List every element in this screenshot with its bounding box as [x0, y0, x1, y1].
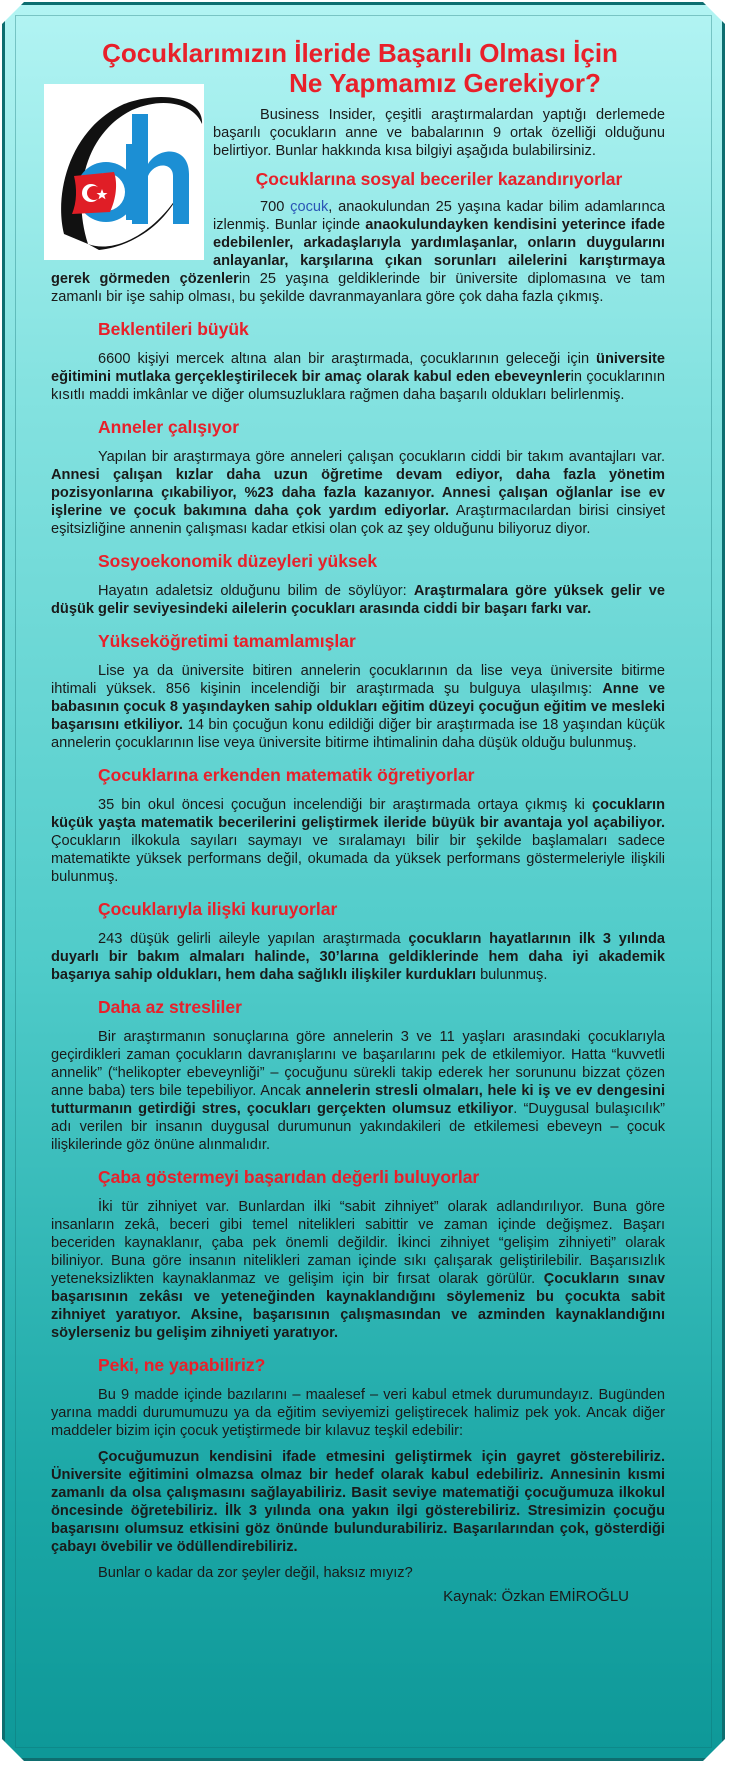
section-heading: Beklentileri büyük — [98, 319, 249, 339]
section-heading: Peki, ne yapabiliriz? — [98, 1355, 266, 1375]
section-heading: Çocuklarına erkenden matematik öğretiyorlar — [98, 765, 475, 785]
closing-question: Bunlar o kadar da zor şeyler değil, haksız mıyız? — [98, 1565, 413, 1581]
section-heading: Çocuklarına sosyal beceriler kazandırıyorlar — [255, 169, 623, 189]
article-body — [51, 106, 665, 1606]
title-line-2: Ne Yapmamız Gerekiyor? — [289, 68, 601, 98]
section-paragraph: Bir araştırmanın sonuçlarına göre annelerin 3 ve 11 yaşları arasındaki çocuklarıyla geçirdikleri zaman çocukların davranışlarını ve başarılarını pek de etkilemiyor. Hatta “kuvvetli annelik” (“helikopter ebeveynliği” – çocuğunu sürekli takip ederek her sorununu bizzat çözen anne baba) ters bile tepebiliyor. Ancak annelerin stresli olmaları, hele ki iş ve ev dengesini tutturmanın getirdiği stres, çocukları gerçekten olumsuz etkiliyor. “Duygusal bulaşıcılık” adı verilen bir insanın duygusal durumunun yakındakileri de etkilemesi ebeveyn – çocuk ilişkilerinde göz önüne alınmalıdır. — [51, 1029, 665, 1153]
section-heading: Yükseköğretimi tamamlamışlar — [98, 631, 356, 651]
source-credit: Kaynak: Özkan EMİROĞLU — [443, 1588, 629, 1605]
section-paragraph: İki tür zihniyet var. Bunlardan ilki “sabit zihniyet” olarak adlandırılıyor. Buna göre insanların zekâ, beceri gibi temel nitelikleri sabittir ve zaman içinde değişmez. Başarı beceriden kaynaklanır, çaba pek önemli değildir. İkinci zihniyet “gelişim zihniyeti” olarak biliniyor. Buna göre insanın nitelikleri zaman içinde sıkı çalışarak geliştirilebilir. Başarısızlık yeteneksizlikten kaynaklanmaz ve gelişim için bir fırsat olarak görülür. Çocukların sınav başarısının zekâsı ve yeteneğinden kaynaklandığını söylemeniz bu çocukta sabit zihniyet yaratıyor. Aksine, başarısının çalışmasından ve azminden kaynaklandığını söylerseniz bu gelişim zihniyeti yaratıyor. — [51, 1199, 665, 1341]
logo-spacer — [51, 106, 213, 254]
section-heading: Daha az stresliler — [98, 997, 242, 1017]
section-paragraph: 6600 kişiyi mercek altına alan bir araştırmada, çocuklarının geleceği için üniversite eğitimini mutlaka gerçekleştirilecek bir amaç olarak kabul eden ebeveynlerin çocuklarının kısıtlı maddi imkânlar ve diğer olumsuzluklara rağmen daha başarılı oldukları belirlenmiş. — [51, 351, 666, 403]
section-heading: Sosyoekonomik düzeyleri yüksek — [98, 551, 378, 571]
section-heading: Çocuklarıyla ilişki kuruyorlar — [98, 899, 338, 919]
section-paragraph: Yapılan bir araştırmaya göre anneleri çalışan çocukların ciddi bir takım avantajları var. Annesi çalışan kızlar daha uzun öğretime devam ediyor, daha fazla yönetim pozisyonlarına çıkabiliyor, %23 daha fazla kazanıyor. Annesi çalışan oğlanlar ise ev işlerine ve çocuk bakımına daha çok yardım ediyorlar. Araştırmacılardan birisi cinsiyet eşitsizliğine annenin çalışması kadar etkisi olan çok az şey olduğunu biliyoruz diyor. — [51, 449, 665, 537]
intro-paragraph: Business Insider, çeşitli araştırmalardan yaptığı derlemede başarılı çocukların anne ve babalarının 9 ortak özelliği olduğunu belirtiyor. Bunlar hakkında kısa bilgiyi aşağıda bulabilirsiniz. — [213, 107, 665, 159]
section-paragraph: 700 çocuk, anaokulundan 25 yaşına kadar bilim adamlarınca izlenmiş. Bunlar içinde anaokulundayken kendisini yeterince ifade edebilenler, arkadaşlarıyla yardımlaşanlar, onların duygularını anlayanlar, karşılarına çıkan sorunları ailelerini karıştırmaya gerek görmeden çözenlerin 25 yaşına geldiklerinde bir üniversite diplomasına ve tam zamanlı bir işe sahip olması, bu şekilde davranmayanlara göre çok daha fazla çıkmış. — [51, 199, 666, 305]
section-paragraph: Lise ya da üniversite bitiren annelerin çocuklarının da lise veya üniversite bitirme ihtimali yüksek. 856 kişinin incelendiği bir araştırmada şu bulguya ulaşılmış: Anne ve babasının çocuk 8 yaşındayken sahip oldukları eğitim düzeyi çocuğun eğitim ve mesleki başarısını etkiliyor. 14 bin çocuğun konu edildiği diğer bir araştırmada ise 18 yaşından küçük annelerin çocuklarının lise veya üniversite bitirme ihtimalinin daha düşük olduğu bulunmuş. — [51, 663, 665, 751]
title-line-1: Çocuklarımızın İleride Başarılı Olması İçin — [102, 38, 618, 68]
section-paragraph-bold: Çocuğumuzun kendisini ifade etmesini geliştirmek için gayret gösterebiliriz. Üniversite eğitimini olmazsa olmaz bir hedef olarak kabul edebiliriz. Annesinin kısmi zamanlı da olsa çalışmasını sağlayabiliriz. Basit seviye matematiği çocuğumuza ilkokul öncesinde öğretebiliriz. İlk 3 yılında ona yakın ilgi gösterebiliriz. Stresimizin çocuğu başarısını olumsuz etkisini göz önünde bulundurabiliriz. Başarılarından çok, gösterdiği çabayı övebilir ve ödüllendirebiliriz. — [51, 1449, 665, 1555]
section-heading: Anneler çalışıyor — [98, 417, 240, 437]
section-paragraph: 243 düşük gelirli aileyle yapılan araştırmada çocukların hayatlarının ilk 3 yılında duyarlı bir bakım almaları halinde, 30’larına geldiklerinde hem daha iyi akademik başarıya sahip oldukları, hem daha sağlıklı ilişkiler kurdukları bulunmuş. — [51, 931, 665, 983]
section-paragraph: Bu 9 madde içinde bazılarını – maalesef – veri kabul etmek durumundayız. Bugünden yarına maddi durumumuzu ya da eğitim seviyemizi geliştirecek halimiz pek yok. Ancak diğer maddeler bizim için çocuk yetiştirmede bir kılavuz teşkil edebilir: — [51, 1387, 665, 1439]
section-paragraph: 35 bin okul öncesi çocuğun incelendiği bir araştırmada ortaya çıkmış ki çocukların küçük yaşta matematik becerilerini geliştirmek ileride büyük bir avantaja yol açabiliyor. Çocukların ilkokula sayıları saymayı ve sıralamayı bilir bir şekilde başlamaları sadece matematikte yüksek performans değil, okumada da yüksek performans göstermeleriyle ilişkili bulunmuş. — [51, 797, 665, 885]
section-heading: Çaba göstermeyi başarıdan değerli buluyorlar — [98, 1167, 480, 1187]
section-paragraph: Hayatın adaletsiz olduğunu bilim de söylüyor: Araştırmalara göre yüksek gelir ve düşük gelir seviyesindeki ailelerin çocukları arasında ciddi bir başarı farkı var. — [51, 583, 666, 617]
highlight-link[interactable]: çocuk — [290, 199, 329, 215]
